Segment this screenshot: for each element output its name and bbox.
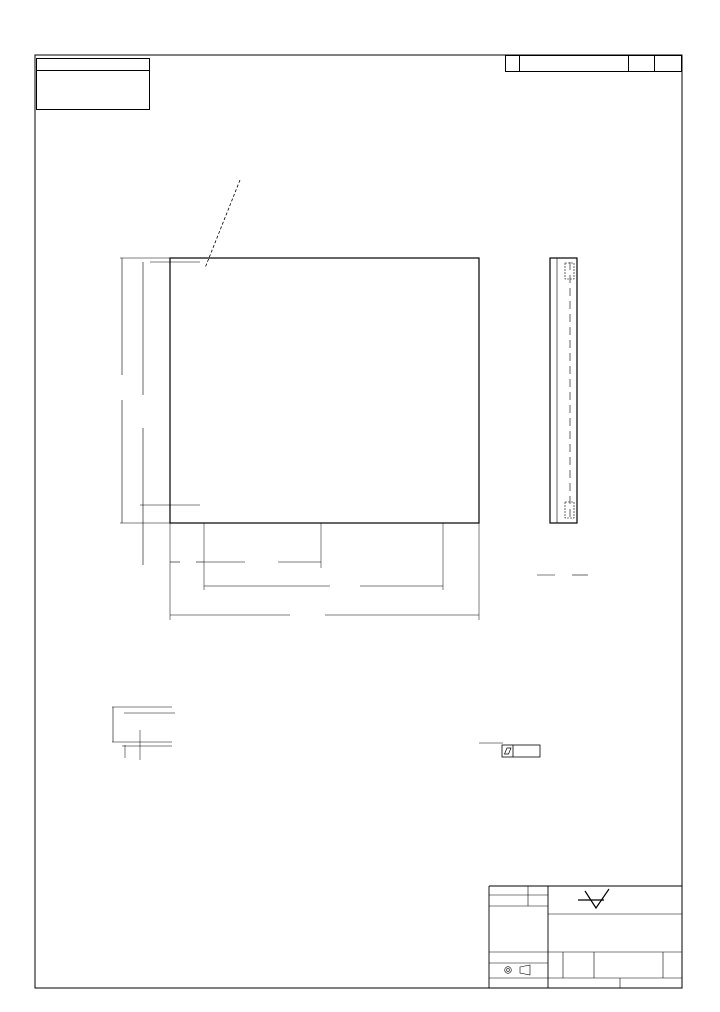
horizontal-dimensions — [170, 523, 479, 620]
front-view — [112, 707, 540, 760]
vicor-logo-icon — [585, 889, 609, 908]
title-block — [489, 886, 682, 988]
side-view-hole-top — [565, 263, 574, 279]
drawing-border — [35, 55, 682, 988]
flatness-icon — [505, 748, 512, 754]
side-view-hole-bottom — [565, 502, 574, 518]
vertical-dimensions — [120, 258, 200, 565]
projection-circle-icon — [505, 967, 512, 974]
side-view — [537, 258, 588, 575]
top-view-outline — [170, 258, 479, 523]
projection-inner-circle-icon — [507, 969, 510, 972]
flatness-frame — [502, 745, 540, 757]
side-view-outline — [550, 258, 577, 523]
callout-leader — [205, 180, 240, 268]
projection-cone-icon — [520, 965, 530, 975]
top-view — [170, 258, 479, 523]
